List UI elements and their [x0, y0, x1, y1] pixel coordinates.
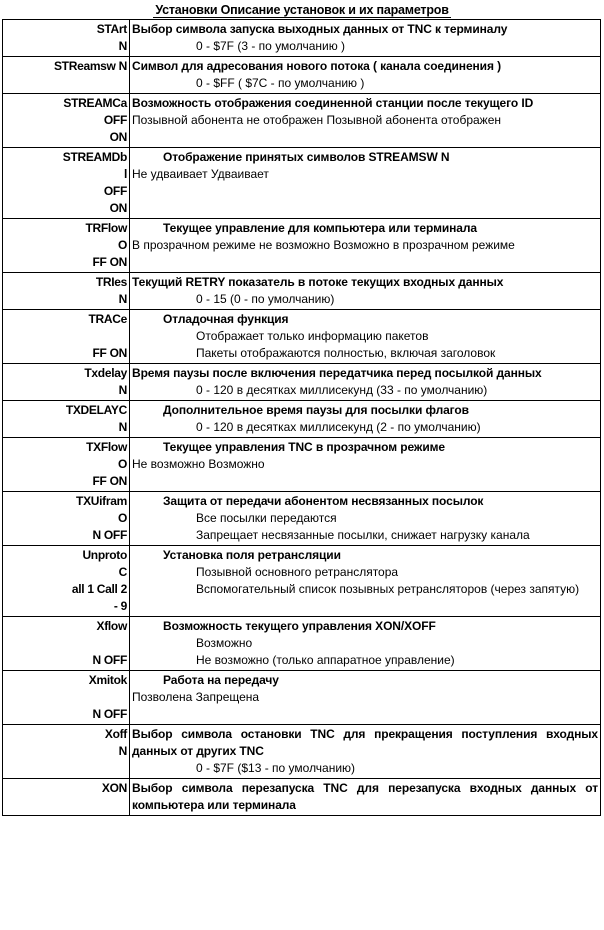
command-cell: Xmitok N OFF: [3, 671, 130, 725]
command-cell: TRACe FF ON: [3, 310, 130, 364]
description-cell: [130, 219, 601, 273]
table-row: [3, 310, 601, 364]
table-row: [3, 364, 601, 401]
command-cell: TRFlow O FF ON: [3, 219, 130, 273]
description-heading: Работа на передачу: [163, 673, 279, 687]
value-line: В прозрачном режиме не возможно Возможно в прозрачном режиме: [132, 238, 515, 252]
command-cell: XON: [3, 779, 130, 816]
value-line: Не возможно (только аппаратное управление): [196, 653, 455, 667]
description-cell: [130, 671, 601, 725]
command-cell: TRIes N: [3, 273, 130, 310]
description-heading: Текущее управления TNC в прозрачном режиме: [163, 440, 445, 454]
table-row: [3, 20, 601, 57]
description-heading: Возможность отображения соединенной станции после текущего ID: [132, 96, 534, 110]
table-row: [3, 57, 601, 94]
command-cell: Xflow N OFF: [3, 617, 130, 671]
table-row: [3, 148, 601, 219]
description-cell: [130, 364, 601, 401]
command-cell: TXDELAYC N: [3, 401, 130, 438]
description-heading: Выбор символа запуска выходных данных от TNC к терминалу: [132, 22, 508, 36]
value-line: 0 - $7F ($13 - по умолчанию): [196, 761, 356, 775]
description-heading: Выбор символа перезапуска TNC для перезапуска входных данных от компьютера или терминала: [132, 781, 598, 812]
value-line: 0 - 15 (0 - по умолчанию): [196, 292, 335, 306]
value-line: Позывной абонента не отображен Позывной абонента отображен: [132, 113, 501, 127]
command-cell: TXFlow O FF ON: [3, 438, 130, 492]
command-cell: STReamsw N: [3, 57, 130, 94]
description-cell: [130, 725, 601, 779]
title-text: Установки Описание установок и их параметров: [155, 3, 449, 17]
value-line: Вспомогательный список позывных ретрансляторов (через запятую): [196, 582, 580, 596]
value-line: 0 - $7F (3 - по умолчанию ): [196, 39, 346, 53]
description-cell: [130, 20, 601, 57]
value-line: 0 - $FF ( $7C - по умолчанию ): [196, 76, 365, 90]
value-line: Не возможно Возможно: [132, 457, 265, 471]
description-heading: Возможность текущего управления XON/XOFF: [163, 619, 436, 633]
description-cell: [130, 492, 601, 546]
page-title: [0, 3, 604, 18]
description-heading: Установка поля ретрансляции: [163, 548, 341, 562]
description-cell: [130, 148, 601, 219]
command-cell: STREAMDb l OFF ON: [3, 148, 130, 219]
description-heading: Выбор символа остановки TNC для прекращения поступления входных данных от других TNC: [132, 727, 598, 758]
description-heading: Текущее управление для компьютера или терминала: [163, 221, 477, 235]
description-heading: Дополнительное время паузы для посылки флагов: [163, 403, 469, 417]
description-heading: Время паузы после включения передатчика перед посылкой данных: [132, 366, 542, 380]
table-row: [3, 725, 601, 779]
description-cell: [130, 546, 601, 617]
command-cell: Unproto C all 1 Call 2 - 9: [3, 546, 130, 617]
description-cell: [130, 779, 601, 816]
description-cell: [130, 438, 601, 492]
table-row: [3, 546, 601, 617]
value-line: Отображает только информацию пакетов: [196, 329, 429, 343]
command-cell: TXUifram O N OFF: [3, 492, 130, 546]
value-line: 0 - 120 в десятках миллисекунд (33 - по умолчанию): [196, 383, 488, 397]
description-cell: [130, 94, 601, 148]
table-row: [3, 671, 601, 725]
description-cell: [130, 617, 601, 671]
value-line: Не удваивает Удваивает: [132, 167, 269, 181]
command-cell: Txdelay N: [3, 364, 130, 401]
description-cell: [130, 273, 601, 310]
value-line: Позывной основного ретранслятора: [196, 565, 399, 579]
value-line: Возможно: [196, 636, 253, 650]
description-cell: [130, 401, 601, 438]
value-line: Пакеты отображаются полностью, включая заголовок: [196, 346, 496, 360]
value-line: Запрещает несвязанные посылки, снижает нагрузку канала: [196, 528, 530, 542]
value-line: Все посылки передаются: [196, 511, 337, 525]
table-row: [3, 219, 601, 273]
description-heading: Символ для адресования нового потока ( канала соединения ): [132, 59, 501, 73]
value-line: 0 - 120 в десятках миллисекунд (2 - по умолчанию): [196, 420, 481, 434]
description-cell: [130, 310, 601, 364]
table-row: [3, 438, 601, 492]
command-cell: Xoff N: [3, 725, 130, 779]
description-heading: Отображение принятых символов STREAMSW N: [163, 150, 450, 164]
parameters-table: [2, 19, 601, 816]
description-heading: Отладочная функция: [163, 312, 289, 326]
command-cell: STArt N: [3, 20, 130, 57]
description-heading: Текущий RETRY показатель в потоке текущих входных данных: [132, 275, 504, 289]
description-cell: [130, 57, 601, 94]
table-row: [3, 492, 601, 546]
table-row: [3, 401, 601, 438]
command-cell: STREAMCa OFF ON: [3, 94, 130, 148]
table-row: [3, 617, 601, 671]
description-heading: Защита от передачи абонентом несвязанных посылок: [163, 494, 484, 508]
table-row: [3, 94, 601, 148]
table-row: [3, 273, 601, 310]
table-row: [3, 779, 601, 816]
value-line: Позволена Запрещена: [132, 690, 260, 704]
